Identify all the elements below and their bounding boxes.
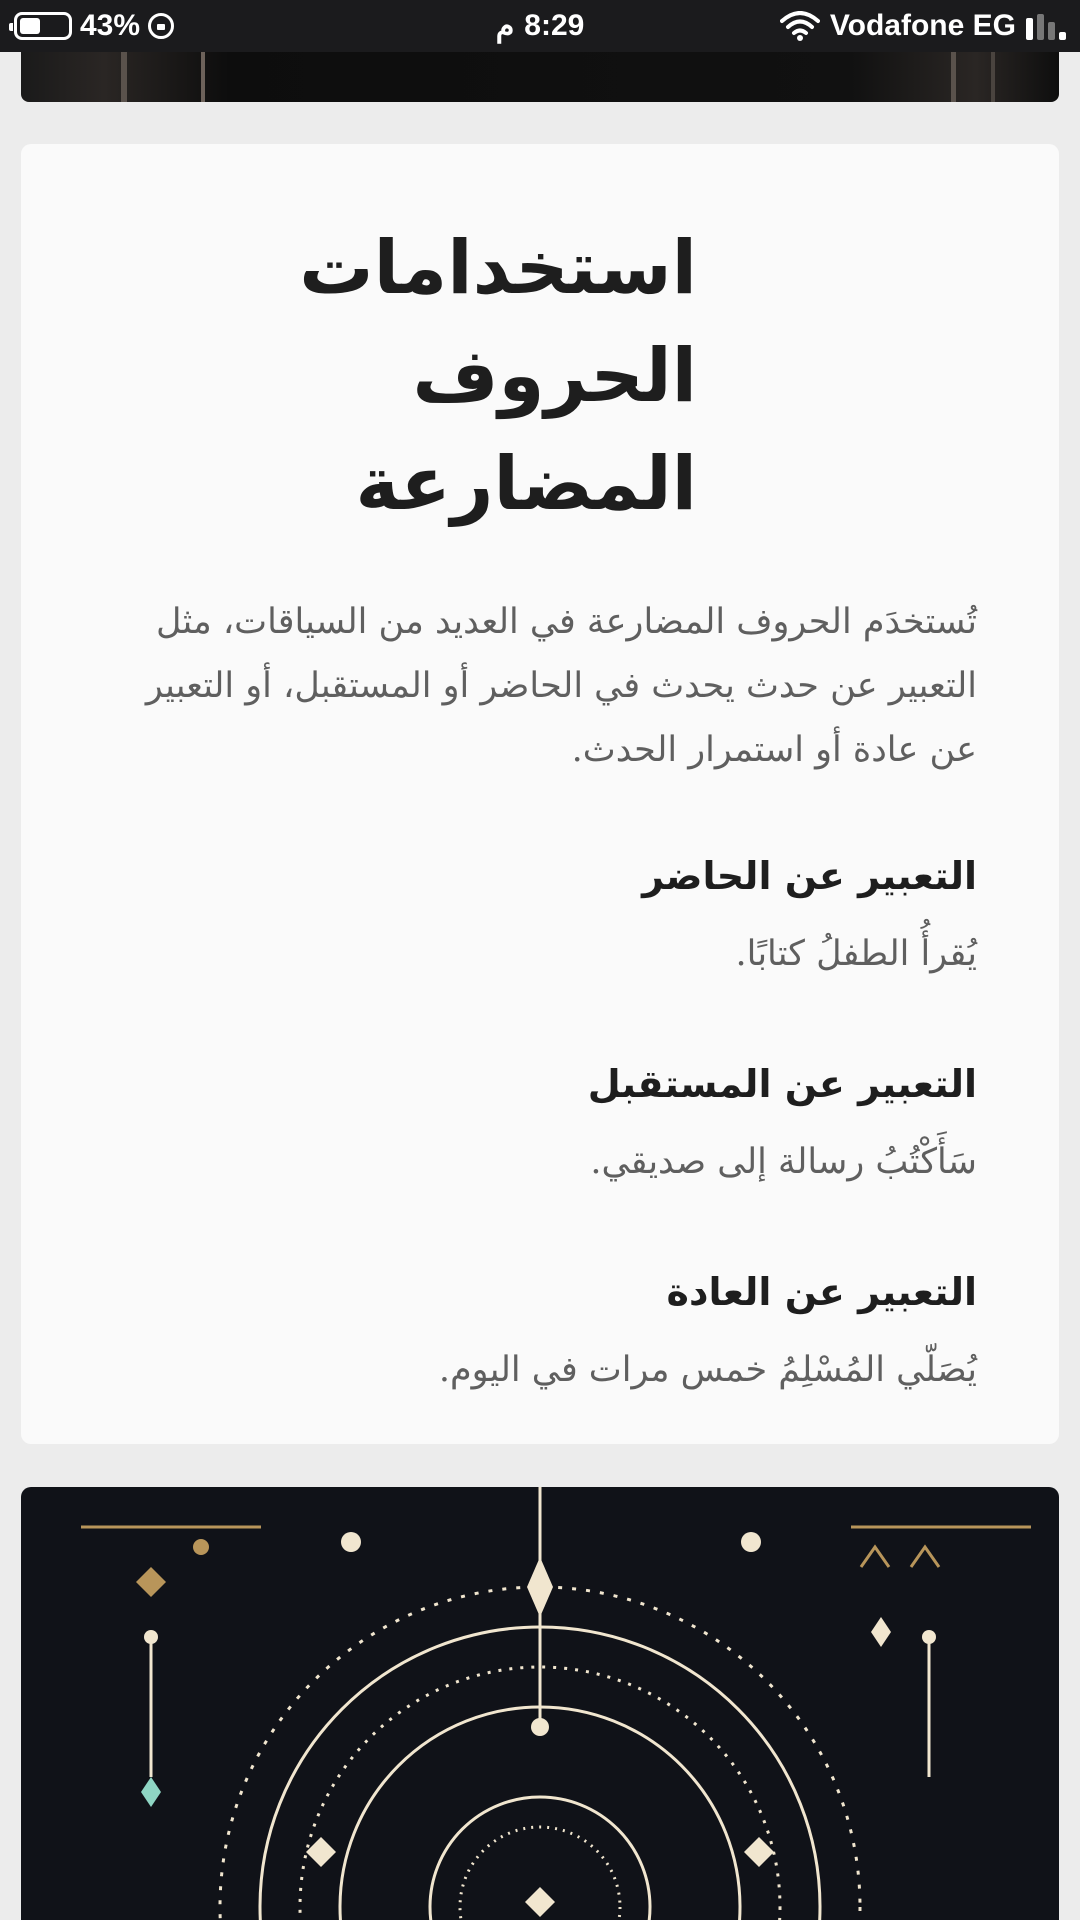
bottom-article-illustration — [21, 1487, 1059, 1920]
clock-time: 8:29 — [524, 9, 585, 42]
article-title: استخدامات الحروف المضارعة — [299, 225, 697, 527]
signal-icon — [1026, 12, 1066, 40]
carrier-name: Vodafone EG — [829, 9, 1016, 42]
status-bar — [0, 0, 1080, 52]
section-example: يُصَلّي المُسْلِمُ خمس مرات في اليوم. — [438, 1350, 977, 1390]
article-intro: تُستخدَم الحروف المضارعة في العديد من السياقات، مثل التعبير عن حدث يحدث في الحاضر أو المستقبل، أو التعبير عن عادة أو استمرار الحدث. — [145, 602, 977, 770]
wifi-icon — [780, 11, 820, 41]
section-example: سَأَكْتُبُ رسالة إلى صديقي. — [590, 1142, 977, 1182]
section-present — [103, 848, 977, 982]
status-right — [780, 0, 1066, 52]
section-habit — [103, 1264, 977, 1398]
section-future — [103, 1056, 977, 1190]
calligraphy-illustration — [21, 1487, 1059, 1920]
article-card — [21, 144, 1059, 1444]
section-heading: التعبير عن الحاضر — [642, 854, 977, 898]
section-heading: التعبير عن العادة — [666, 1270, 977, 1314]
battery-percent: 43% — [80, 9, 141, 42]
section-example: يُقرأُ الطفلُ كتابًا. — [735, 934, 977, 974]
time-suffix: م — [495, 9, 515, 43]
section-heading: التعبير عن المستقبل — [587, 1062, 977, 1106]
